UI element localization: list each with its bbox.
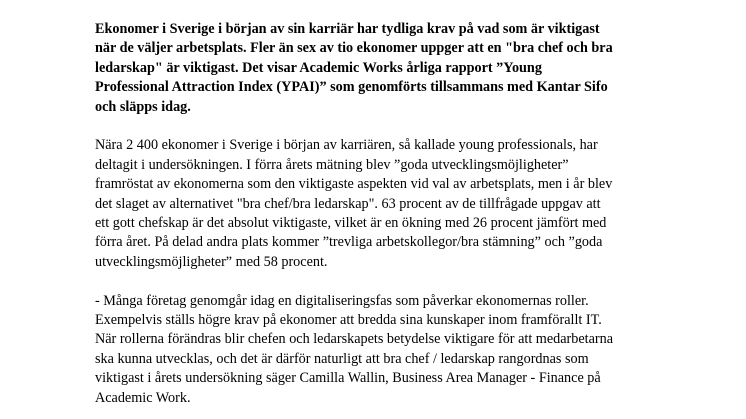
body-line: framröstat av ekonomerna som den viktigaste aspekten vid val av arbetsplats, men i år blev bbox=[95, 176, 613, 193]
body-line: deltagit i undersökningen. I förra årets mätning blev ”goda utvecklingsmöjligheter” bbox=[95, 156, 569, 173]
body-line: ett gott chefskap är det absolut viktigaste, vilket är en ökning med 26 procent jämfört med bbox=[95, 215, 607, 232]
body-line: det slaget av alternativet "bra chef/bra ledarskap". 63 procent av de tillfrågade uppgav att bbox=[95, 195, 601, 212]
body-line: När rollerna förändras blir chefen och ledarskapets betydelse viktigare för att medarbetarna bbox=[95, 331, 613, 348]
lead-line: och släpps idag. bbox=[95, 98, 191, 115]
body-line: - Många företag genomgår idag en digitaliseringsfas som påverkar ekonomernas roller. bbox=[95, 292, 589, 309]
body-line: förra året. På delad andra plats kommer ”trevliga arbetskollegor/bra stämning” och ”goda bbox=[95, 234, 603, 251]
body-line: ska kunna utvecklas, och det är därför naturligt att bra chef / ledarskap rangordnas som bbox=[95, 350, 589, 367]
lead-paragraph bbox=[95, 20, 675, 117]
lead-line: Ekonomer i Sverige i början av sin karriär har tydliga krav på vad som är viktigast bbox=[95, 21, 600, 37]
lead-line: när de väljer arbetsplats. Fler än sex av tio ekonomer uppger att en "bra chef och bra bbox=[95, 40, 613, 57]
document-page bbox=[95, 20, 675, 408]
body-paragraph-2 bbox=[95, 292, 675, 408]
paragraph-gap bbox=[95, 272, 675, 291]
body-line: viktigast i årets undersökning säger Camilla Wallin, Business Area Manager - Finance på bbox=[95, 370, 601, 387]
body-paragraph-1 bbox=[95, 136, 675, 272]
lead-line: ledarskap" är viktigast. Det visar Academic Works årliga rapport ”Young bbox=[95, 59, 542, 76]
paragraph-gap bbox=[95, 117, 675, 136]
body-line: Nära 2 400 ekonomer i Sverige i början av karriären, så kallade young professionals, har bbox=[95, 137, 598, 154]
body-line: utvecklingsmöjligheter” med 58 procent. bbox=[95, 253, 328, 270]
body-line: Academic Work. bbox=[95, 389, 191, 406]
body-line: Exempelvis ställs högre krav på ekonomer att bredda sina kunskaper inom framförallt IT. bbox=[95, 312, 602, 329]
lead-line: Professional Attraction Index (YPAI)” som genomförts tillsammans med Kantar Sifo bbox=[95, 79, 608, 96]
